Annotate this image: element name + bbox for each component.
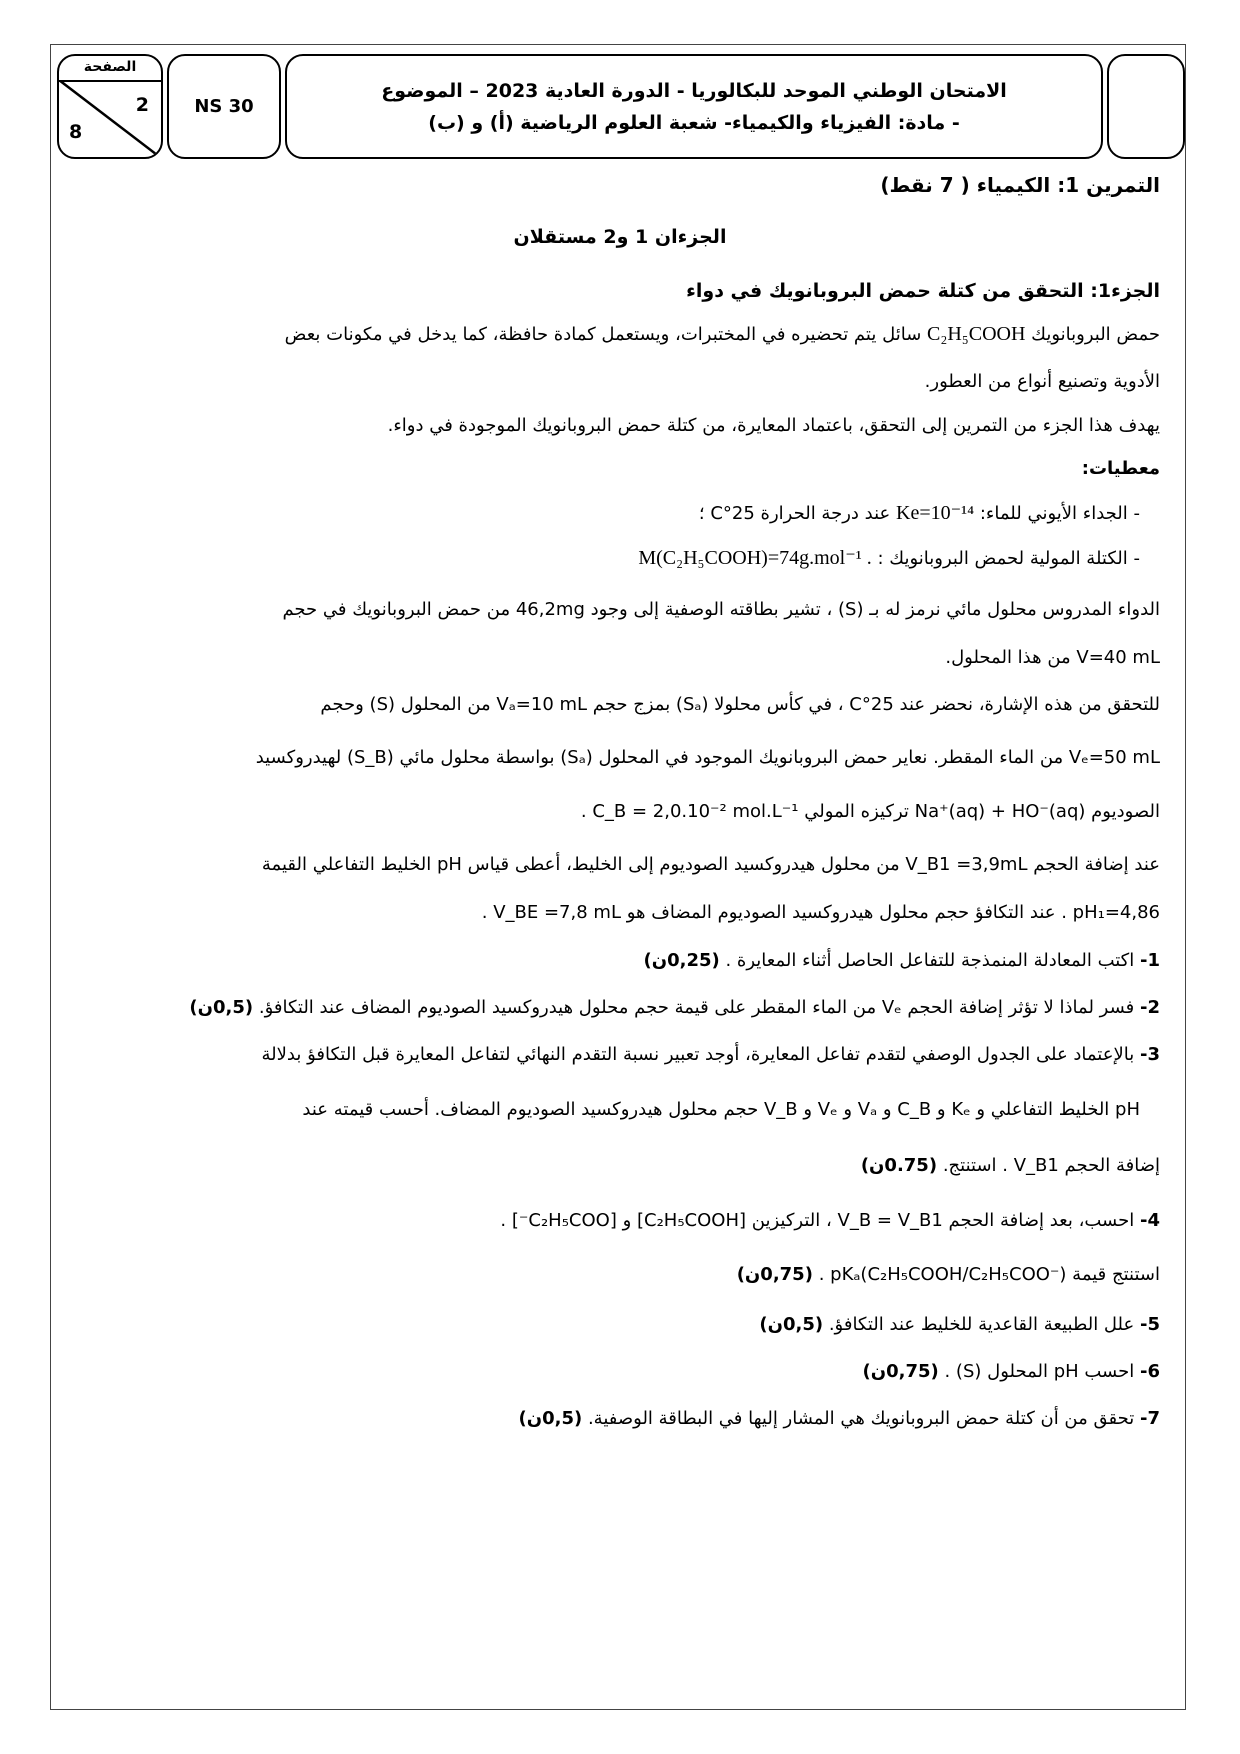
diagonal-divider [59,80,163,159]
givens-title: معطيات: [1081,458,1160,479]
part1-title: الجزء1: التحقق من كتلة حمض البروبانويك في دواء [686,280,1160,302]
given-ke: - الجداء الأيوني للماء: Ke=10⁻¹⁴ عند درجة الحرارة 25°C ؛ [698,502,1140,524]
given-molar-mass: - الكتلة المولية لحمض البروبانويك : M(C₂H₅COOH)=74g.mol⁻¹ . [638,547,1140,569]
intro-line3: يهدف هذا الجزء من التمرين إلى التحقق، باعتماد المعايرة، من كتلة حمض البروبانويك الموجودة في دواء. [387,415,1160,436]
body-line4: Vₑ=50 mL من الماء المقطر. نعاير حمض البروبانويك الموجود في المحلول (Sₐ) بواسطة محلول مائي (S_B) لهيدروكسيد [255,747,1160,768]
exercise-title: التمرين 1: الكيمياء ( 7 نقط) [880,173,1160,197]
question-2: 2- فسر لماذا لا تؤثر إضافة الحجم Vₑ من الماء المقطر على قيمة حجم محلول هيدروكسيد الصوديوم المضاف عند التكافؤ. (0,5ن) [189,997,1160,1018]
body-line7: pH₁=4,86 . عند التكافؤ حجم محلول هيدروكسيد الصوديوم المضاف هو V_BE =7,8 mL . [481,902,1160,923]
question-3-cont2: إضافة الحجم V_B1 . استنتج. (0.75ن) [860,1155,1160,1176]
question-7: 7- تحقق من أن كتلة حمض البروبانويك هي المشار إليها في البطاقة الوصفية. (0,5ن) [518,1408,1160,1429]
page-label: الصفحة [59,56,161,82]
intro-line1: حمض البروبانويك C₂H₅COOH سائل يتم تحضيره في المختبرات، ويستعمل كمادة حافظة، كما يدخل في مكونات بعض [284,323,1160,345]
exam-title-line2: - مادة: الفيزياء والكيمياء- شعبة العلوم الرياضية (أ) و (ب) [428,111,960,134]
exam-code: NS 30 [194,96,254,117]
exam-title-line1: الامتحان الوطني الموحد للبكالوريا - الدورة العادية 2023 – الموضوع [381,79,1007,102]
page-total: 8 [69,121,83,143]
exam-code-box [167,54,281,159]
question-5: 5- علل الطبيعة القاعدية للخليط عند التكافؤ. (0,5ن) [759,1314,1160,1335]
body-line6: عند إضافة الحجم V_B1 =3,9mL من محلول هيدروكسيد الصوديوم إلى الخليط، أعطى قياس pH الخليط التفاعلي القيمة [261,854,1160,875]
question-3: 3- بالإعتماد على الجدول الوصفي لتقدم تفاعل المعايرة، أوجد تعبير نسبة التقدم النهائي لتفاعل المعايرة قبل التكافؤ بدلالة [261,1044,1160,1065]
question-4-cont: استنتج قيمة pKₐ(C₂H₅COOH/C₂H₅COO⁻) . (0,75ن) [736,1264,1160,1285]
exam-title-box [285,54,1103,159]
question-6: 6- احسب pH المحلول (S) . (0,75ن) [862,1361,1160,1382]
page-number-box [57,54,163,159]
body-line3: للتحقق من هذه الإشارة، نحضر عند 25°C ، في كأس محلولا (Sₐ) بمزج حجم Vₐ=10 mL من المحلول (S) وحجم [320,694,1160,715]
body-line2: V=40 mL من هذا المحلول. [945,647,1160,668]
question-3-cont1: pH الخليط التفاعلي و Kₑ و C_B و Vₐ و Vₑ و V_B حجم محلول هيدروكسيد الصوديوم المضاف. أحسب قيمته عند [302,1099,1140,1120]
question-4: 4- احسب، بعد إضافة الحجم V_B = V_B1 ، التركيزين [C₂H₅COOH] و [C₂H₅COO⁻] . [500,1210,1160,1231]
body-line1: الدواء المدروس محلول مائي نرمز له بـ (S) ، تشير بطاقته الوصفية إلى وجود 46,2mg من حمض البروبانويك في حجم [282,599,1160,620]
parts-note: الجزءان 1 و2 مستقلان [513,226,727,248]
header-empty-box [1107,54,1185,159]
question-1: 1- اكتب المعادلة المنمذجة للتفاعل الحاصل أثناء المعايرة . (0,25ن) [643,950,1160,971]
body-line5: الصوديوم Na⁺(aq) + HO⁻(aq) تركيزه المولي C_B = 2,0.10⁻² mol.L⁻¹ . [580,801,1160,822]
intro-line2: الأدوية وتصنيع أنواع من العطور. [924,371,1160,392]
page-current: 2 [135,94,149,116]
